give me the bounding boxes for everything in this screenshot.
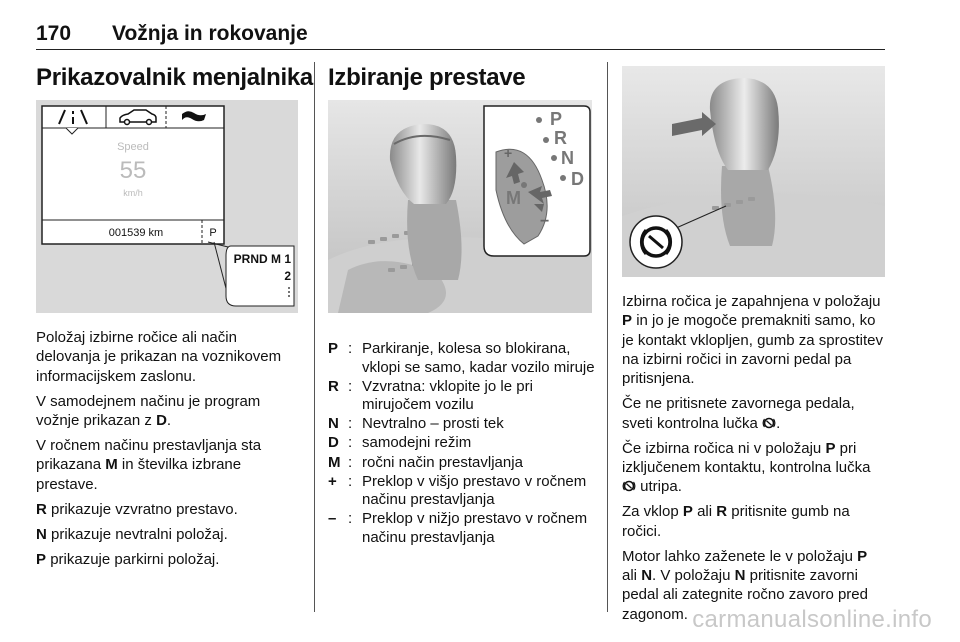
page-number: 170 bbox=[36, 22, 72, 45]
definition-manual: M : ročni način prestavljanja bbox=[328, 453, 523, 471]
paragraph-engine-start: Motor lahko zaženete le v položaju P ali N. V položaju N pritisnite zavorni pedal ali zategnite ročno zavoro pred zagonom. bbox=[622, 547, 868, 623]
chapter-title: Vožnja in rokovanje bbox=[112, 22, 308, 45]
lever-label-plus: + bbox=[504, 145, 513, 161]
lever-label-n: N bbox=[561, 148, 574, 168]
lever-label-r: R bbox=[554, 128, 567, 148]
paragraph-reverse: R prikazuje vzvratno prestavo. bbox=[36, 500, 238, 518]
odometer-reading: 001539 km bbox=[108, 227, 164, 239]
definition-reverse: R : Vzvratna: vklopite jo le pri mirujočem vozilu bbox=[328, 377, 533, 414]
paragraph-engage-gear: Za vklop P ali R pritisnite gumb na ročici. bbox=[622, 503, 850, 540]
paragraph-display-intro: Položaj izbirne ročice ali način delovanja je prikazan na voznikovem informacijskem zaslonu. bbox=[36, 329, 282, 385]
paragraph-control-light-on: Če ne pritisnete zavornega pedala, sveti kontrolna lučka . bbox=[622, 395, 855, 432]
callout-gear-number: 2 bbox=[284, 269, 291, 283]
lever-release-illustration bbox=[622, 66, 885, 277]
page-header bbox=[36, 22, 885, 50]
definition-park: P : Parkiranje, kolesa so blokirana, vklopi se samo, kadar vozilo miruje bbox=[328, 340, 595, 376]
lever-label-d: D bbox=[571, 169, 584, 189]
column-divider-2 bbox=[607, 62, 608, 612]
display-description bbox=[36, 328, 304, 575]
definition-downshift: – : Preklop v nižjo prestavo v ročnem načinu prestavljanja bbox=[328, 510, 588, 546]
lever-label-m: M bbox=[506, 188, 521, 208]
paragraph-park: P prikazuje parkirni položaj. bbox=[36, 550, 220, 568]
paragraph-neutral: N prikazuje nevtralni položaj. bbox=[36, 525, 228, 543]
definition-neutral: N : Nevtralno – prosti tek bbox=[328, 415, 504, 433]
gear-definitions-list bbox=[328, 340, 596, 548]
column-divider-1 bbox=[314, 62, 315, 612]
selector-lever-figure bbox=[328, 100, 592, 313]
paragraph-control-light-flash: Če izbirna ročica ni v položaju P pri izključenem kontaktu, kontrolna lučka utripa. bbox=[622, 439, 871, 496]
speed-label: Speed bbox=[117, 141, 149, 153]
speed-unit: km/h bbox=[123, 188, 143, 198]
gear-knob bbox=[710, 78, 779, 170]
definition-drive: D : samodejni režim bbox=[328, 434, 472, 452]
section-heading-gear-selection: Izbiranje prestave bbox=[328, 64, 526, 91]
brake-pedal-warning-icon bbox=[762, 416, 776, 430]
paragraph-manual-mode: V ročnem načinu prestavljanja sta prikazana M in številka izbrane prestave. bbox=[36, 437, 262, 493]
speed-value: 55 bbox=[119, 157, 147, 184]
definition-upshift: + : Preklop v višjo prestavo v ročnem načinu prestavljanja bbox=[328, 472, 587, 509]
watermark: carmanualsonline.info bbox=[692, 606, 932, 633]
gear-display-illustration bbox=[36, 100, 298, 313]
gear-indicator: P bbox=[209, 227, 217, 239]
lever-lock-description bbox=[622, 292, 886, 630]
paragraph-automatic-mode: V samodejnem načinu je program vožnje prikazan z D. bbox=[36, 392, 261, 429]
lever-release-figure bbox=[622, 66, 885, 277]
section-heading-display: Prikazovalnik menjalnika bbox=[36, 64, 313, 91]
paragraph-lever-lock: Izbirna ročica je zapahnjena v položaju P in jo je mogoče premakniti samo, ko je kontakt vklopljen, gumb za sprostitev na izbirni ročici in zavorni pedal pa pritisnjena. bbox=[622, 293, 883, 388]
brake-pedal-warning-icon bbox=[622, 479, 636, 493]
lever-label-minus: − bbox=[540, 213, 550, 230]
selector-lever-illustration bbox=[328, 100, 592, 313]
lever-label-p: P bbox=[550, 109, 563, 129]
gear-display-figure bbox=[36, 100, 298, 313]
callout-gear-sequence: PRND M 1 bbox=[233, 252, 291, 266]
